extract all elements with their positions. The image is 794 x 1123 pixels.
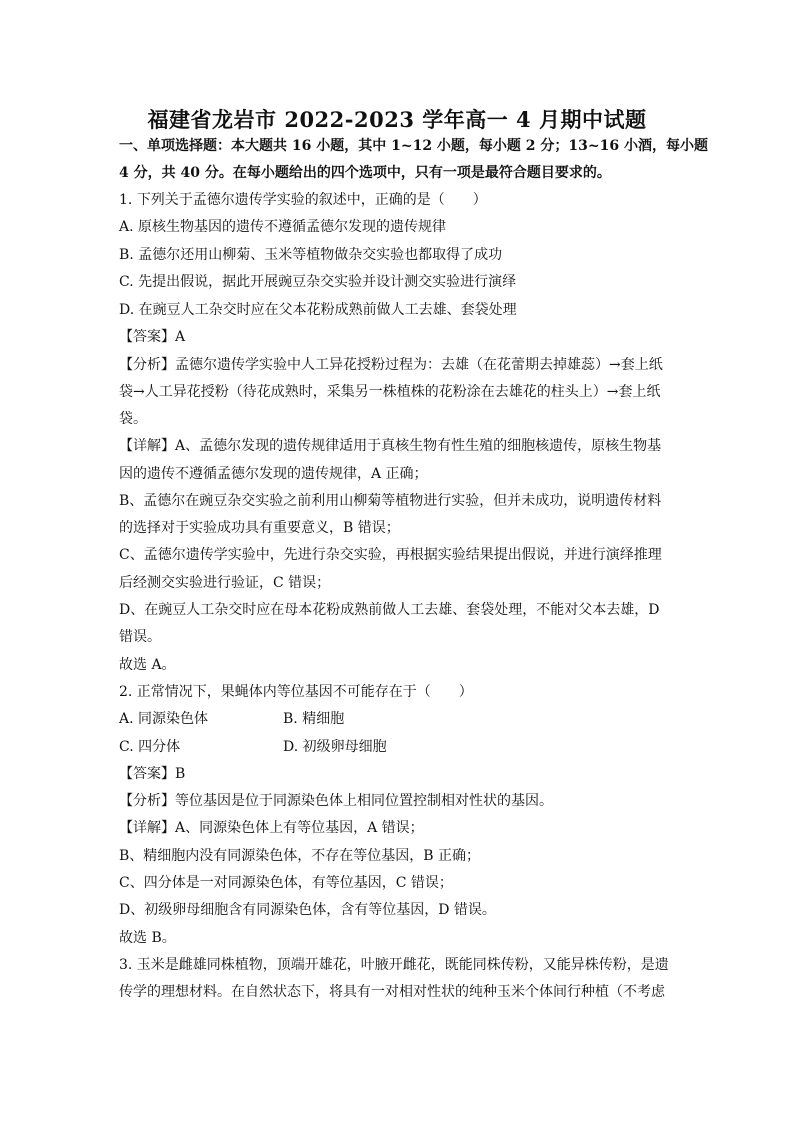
q1-option-b: B. 孟德尔还用山柳菊、玉米等植物做杂交实验也都取得了成功 [119,247,503,263]
section-heading-line-1: 一、单项选择题：本大题共 16 小题，其中 1~12 小题，每小题 2 分；13~16 小酒，每小题 [119,138,708,154]
q1-analysis-line-3: 袋。 [119,411,147,427]
q1-detail-line-6: 后经测交实验进行验证，C 错误； [119,575,331,591]
q1-conclusion: 故选 A。 [119,657,176,673]
q2-detail-line-1: 【详解】A、同源染色体上有等位基因，A 错误； [119,820,424,836]
q2-option-a: A. 同源染色体 [119,711,209,727]
q1-detail-line-7: D、在豌豆人工杂交时应在母本花粉成熟前做人工去雄、套袋处理，不能对父本去雄，D [119,602,660,618]
page-title: 福建省龙岩市 2022-2023 学年高一 4 月期中试题 [147,107,647,132]
q1-option-c: C. 先提出假说，据此开展豌豆杂交实验并设计测交实验进行演绎 [119,274,517,290]
section-heading-line-2: 4 分，共 40 分。在每小题给出的四个选项中，只有一项是最符合题目要求的。 [119,165,611,181]
q2-detail-line-3: C、四分体是一对同源染色体，有等位基因，C 错误； [119,875,453,891]
q2-analysis: 【分析】等位基因是位于同源染色体上相同位置控制相对性状的基因。 [119,793,553,809]
q3-stem-line-2: 传学的理想材料。在自然状态下，将具有一对相对性状的纯种玉米个体间行种植（不考虑 [119,984,665,1000]
q1-detail-line-2: 因的遗传不遵循孟德尔发现的遗传规律，A 正确； [119,466,428,482]
q1-analysis-line-2: 袋→人工异花授粉（待花成熟时，采集另一株植株的花粉涂在去雄花的柱头上）→套上纸 [119,384,661,400]
q1-option-d: D. 在豌豆人工杂交时应在父本花粉成熟前做人工去雄、套袋处理 [119,302,517,318]
q1-detail-line-5: C、孟德尔遗传学实验中，先进行杂交实验，再根据实验结果提出假说，并进行演绎推理 [119,547,662,563]
q2-answer: 【答案】B [119,766,186,782]
q1-analysis-line-1: 【分析】孟德尔遗传学实验中人工异花授粉过程为：去雄（在花蕾期去掉雄蕊）→套上纸 [119,357,663,373]
q2-detail-line-2: B、精细胞内没有同源染色体，不存在等位基因，B 正确； [119,848,481,864]
q1-stem: 1. 下列关于孟德尔遗传学实验的叙述中，正确的是（ ） [119,192,487,208]
q2-stem: 2. 正常情况下，果蝇体内等位基因不可能存在于（ ） [119,684,473,700]
q2-option-d: D. 初级卵母细胞 [283,739,387,755]
q1-detail-line-1: 【详解】A、孟德尔发现的遗传规律适用于真核生物有性生殖的细胞核遗传，原核生物基 [119,438,662,454]
q1-option-a: A. 原核生物基因的遗传不遵循孟德尔发现的遗传规律 [119,219,447,235]
q2-option-b: B. 精细胞 [283,711,345,727]
q2-detail-line-4: D、初级卵母细胞含有同源染色体，含有等位基因，D 错误。 [119,902,496,918]
q1-detail-line-3: B、孟德尔在豌豆杂交实验之前利用山柳菊等植物进行实验，但并未成功，说明遗传材料 [119,493,662,509]
q1-answer: 【答案】A [119,329,186,345]
q2-option-c: C. 四分体 [119,739,181,755]
q2-conclusion: 故选 B。 [119,930,176,946]
q1-detail-line-8: 错误。 [119,629,161,645]
q1-detail-line-4: 的选择对于实验成功具有重要意义，B 错误； [119,520,400,536]
q3-stem-line-1: 3. 玉米是雌雄同株植物，顶端开雄花，叶腋开雌花，既能同株传粉，又能异株传粉，是遗 [119,957,669,973]
